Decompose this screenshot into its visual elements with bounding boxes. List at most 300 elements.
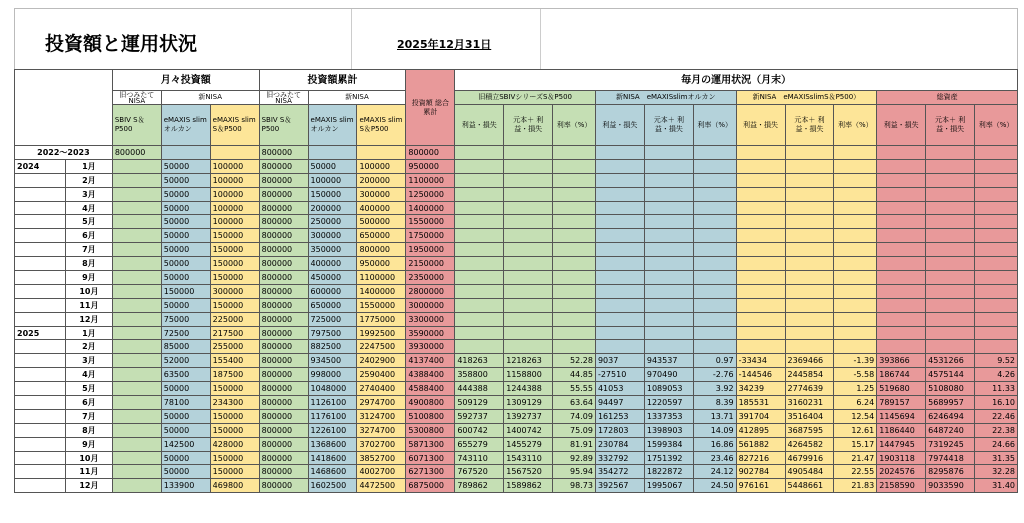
cell-cum-sp500: 300000 xyxy=(357,187,406,201)
cell-status xyxy=(553,271,596,285)
cell-status xyxy=(834,215,877,229)
cell-status xyxy=(736,312,785,326)
cell-total: 1400000 xyxy=(406,201,455,215)
cell-status: 8295876 xyxy=(926,465,975,479)
cell-total: 3590000 xyxy=(406,326,455,340)
cell-status: 600742 xyxy=(455,423,504,437)
cell-status: 3687595 xyxy=(785,423,834,437)
cell-status xyxy=(693,326,736,340)
cell-status: 1822872 xyxy=(644,465,693,479)
table-row xyxy=(15,257,1018,271)
cell-status xyxy=(975,298,1018,312)
header-principal: 元本＋ 利益・損失 xyxy=(644,105,693,146)
cell-status xyxy=(595,243,644,257)
month-cell: 7月 xyxy=(65,409,112,423)
cell-monthly-sp500: 150000 xyxy=(210,465,259,479)
cell-cum-sp500: 1100000 xyxy=(357,271,406,285)
month-cell: 8月 xyxy=(65,257,112,271)
cell-status xyxy=(834,173,877,187)
cell-status xyxy=(553,257,596,271)
cell-status xyxy=(877,284,926,298)
cell-monthly-sp500: 155400 xyxy=(210,354,259,368)
cell-status: 63.64 xyxy=(553,396,596,410)
cell-cum-sp500: 2247500 xyxy=(357,340,406,354)
cell-monthly-sbiv xyxy=(112,340,161,354)
cell-status: 1447945 xyxy=(877,437,926,451)
table-row xyxy=(15,437,1018,451)
cell-status: 4.26 xyxy=(975,368,1018,382)
year-cell xyxy=(15,187,66,201)
cell-status xyxy=(877,215,926,229)
cell-status xyxy=(975,257,1018,271)
cell-status xyxy=(595,284,644,298)
year-cell xyxy=(15,201,66,215)
cell-status xyxy=(877,173,926,187)
cell-status xyxy=(736,298,785,312)
cell-status: 98.73 xyxy=(553,479,596,493)
cell-status: 1337353 xyxy=(644,409,693,423)
cell-monthly-sp500: 150000 xyxy=(210,298,259,312)
cell-status: 1218263 xyxy=(504,354,553,368)
cell-status: 92.89 xyxy=(553,451,596,465)
cell-status: 7319245 xyxy=(926,437,975,451)
cell-monthly-sp500: 100000 xyxy=(210,159,259,173)
cell-status: 1400742 xyxy=(504,423,553,437)
cell-monthly-sp500: 100000 xyxy=(210,173,259,187)
cell-monthly-orcan: 75000 xyxy=(161,312,210,326)
cell-status xyxy=(455,146,504,160)
cell-status xyxy=(877,312,926,326)
cell-status xyxy=(595,173,644,187)
cell-status xyxy=(834,159,877,173)
cell-status: 1903118 xyxy=(877,451,926,465)
cell-status xyxy=(975,229,1018,243)
cell-status xyxy=(504,243,553,257)
header-group-sbiv: 旧積立SBIVシリーズS＆P500 xyxy=(455,91,596,105)
cell-status xyxy=(455,243,504,257)
year-cell xyxy=(15,257,66,271)
cell-monthly-sp500: 100000 xyxy=(210,187,259,201)
cell-status: 14.09 xyxy=(693,423,736,437)
cell-status: 1158800 xyxy=(504,368,553,382)
cell-status xyxy=(926,173,975,187)
cell-status: 1543110 xyxy=(504,451,553,465)
cell-status: 1309129 xyxy=(504,396,553,410)
header-orcan: eMAXIS slim オルカン xyxy=(161,105,210,146)
cell-status: 95.94 xyxy=(553,465,596,479)
divider xyxy=(540,9,541,69)
cell-cum-sbiv: 800000 xyxy=(259,215,308,229)
header-cumulative: 投資額累計 xyxy=(259,70,406,91)
month-cell: 4月 xyxy=(65,368,112,382)
cell-status xyxy=(785,312,834,326)
header-rate: 利率（%） xyxy=(975,105,1018,146)
cell-status xyxy=(595,340,644,354)
cell-status xyxy=(595,229,644,243)
year-cell xyxy=(15,382,66,396)
cell-status xyxy=(785,271,834,285)
cell-status: 902784 xyxy=(736,465,785,479)
cell-monthly-sp500 xyxy=(210,146,259,160)
cell-monthly-orcan: 50000 xyxy=(161,201,210,215)
month-cell: 12月 xyxy=(65,312,112,326)
cell-cum-sp500: 3274700 xyxy=(357,423,406,437)
cell-status xyxy=(644,159,693,173)
cell-cum-orcan: 1368600 xyxy=(308,437,357,451)
header-new-nisa: 新NISA xyxy=(161,91,259,105)
cell-status: 4531266 xyxy=(926,354,975,368)
cell-status xyxy=(785,187,834,201)
header-rate: 利率（%） xyxy=(553,105,596,146)
divider xyxy=(351,9,352,69)
cell-status xyxy=(595,298,644,312)
table-row xyxy=(15,479,1018,493)
cell-monthly-sbiv xyxy=(112,465,161,479)
cell-status: -27510 xyxy=(595,368,644,382)
cell-status xyxy=(693,312,736,326)
header-group-sp500: 新NISA eMAXISslimS＆P500） xyxy=(736,91,877,105)
cell-status: 32.28 xyxy=(975,465,1018,479)
cell-status xyxy=(834,187,877,201)
header-total: 投資額 総合累計 xyxy=(406,70,455,146)
cell-monthly-orcan: 50000 xyxy=(161,409,210,423)
cell-cum-sbiv: 800000 xyxy=(259,354,308,368)
cell-monthly-orcan: 50000 xyxy=(161,271,210,285)
cell-status xyxy=(785,298,834,312)
cell-status xyxy=(644,173,693,187)
cell-status: 172803 xyxy=(595,423,644,437)
cell-status xyxy=(644,312,693,326)
cell-status: 23.46 xyxy=(693,451,736,465)
cell-status xyxy=(553,201,596,215)
cell-cum-sp500: 4472500 xyxy=(357,479,406,493)
cell-status: 827216 xyxy=(736,451,785,465)
cell-status: 789862 xyxy=(455,479,504,493)
cell-status: 12.61 xyxy=(834,423,877,437)
year-cell xyxy=(15,368,66,382)
investment-table xyxy=(14,69,1018,493)
cell-total: 3000000 xyxy=(406,298,455,312)
cell-status: 391704 xyxy=(736,409,785,423)
header-profit: 利益・損失 xyxy=(877,105,926,146)
cell-total: 800000 xyxy=(406,146,455,160)
cell-status xyxy=(736,146,785,160)
cell-status xyxy=(553,159,596,173)
cell-total: 5871300 xyxy=(406,437,455,451)
cell-status xyxy=(926,284,975,298)
month-cell: 9月 xyxy=(65,437,112,451)
cell-monthly-sbiv xyxy=(112,312,161,326)
cell-status: 1186440 xyxy=(877,423,926,437)
year-cell xyxy=(15,284,66,298)
cell-status xyxy=(504,229,553,243)
cell-cum-orcan: 300000 xyxy=(308,229,357,243)
cell-status: 7974418 xyxy=(926,451,975,465)
cell-monthly-sbiv xyxy=(112,368,161,382)
cell-status xyxy=(736,159,785,173)
cell-status xyxy=(736,187,785,201)
cell-status xyxy=(975,173,1018,187)
cell-status: 976161 xyxy=(736,479,785,493)
cell-total: 3930000 xyxy=(406,340,455,354)
month-cell: 4月 xyxy=(65,201,112,215)
cell-status xyxy=(595,146,644,160)
cell-status xyxy=(595,257,644,271)
cell-status xyxy=(553,146,596,160)
cell-status xyxy=(455,257,504,271)
cell-status: 392567 xyxy=(595,479,644,493)
cell-cum-orcan: 1126100 xyxy=(308,396,357,410)
cell-status: 74.09 xyxy=(553,409,596,423)
cell-cum-orcan: 450000 xyxy=(308,271,357,285)
cell-status xyxy=(504,173,553,187)
cell-monthly-orcan: 142500 xyxy=(161,437,210,451)
year-cell xyxy=(15,243,66,257)
cell-cum-sp500: 100000 xyxy=(357,159,406,173)
cell-status: 2369466 xyxy=(785,354,834,368)
table-row xyxy=(15,271,1018,285)
year-cell xyxy=(15,298,66,312)
cell-monthly-orcan: 150000 xyxy=(161,284,210,298)
cell-status xyxy=(595,215,644,229)
cell-monthly-sbiv xyxy=(112,271,161,285)
cell-status xyxy=(834,326,877,340)
cell-status: 9033590 xyxy=(926,479,975,493)
cell-status: 767520 xyxy=(455,465,504,479)
cell-cum-orcan: 50000 xyxy=(308,159,357,173)
cell-status xyxy=(975,201,1018,215)
year-cell: 2022～2023 xyxy=(15,146,113,160)
cell-status xyxy=(455,215,504,229)
cell-status xyxy=(785,146,834,160)
cell-status: 13.71 xyxy=(693,409,736,423)
table-row xyxy=(15,409,1018,423)
cell-total: 1550000 xyxy=(406,215,455,229)
cell-status: 743110 xyxy=(455,451,504,465)
cell-status xyxy=(736,243,785,257)
cell-status: 34239 xyxy=(736,382,785,396)
cell-monthly-orcan: 50000 xyxy=(161,382,210,396)
cell-status xyxy=(504,326,553,340)
cell-cum-orcan: 100000 xyxy=(308,173,357,187)
cell-status xyxy=(926,271,975,285)
cell-cum-sbiv: 800000 xyxy=(259,187,308,201)
month-cell: 3月 xyxy=(65,354,112,368)
cell-monthly-orcan xyxy=(161,146,210,160)
cell-status xyxy=(736,326,785,340)
cell-status xyxy=(595,159,644,173)
table-row xyxy=(15,312,1018,326)
cell-status xyxy=(504,340,553,354)
cell-monthly-sp500: 234300 xyxy=(210,396,259,410)
cell-status xyxy=(455,187,504,201)
cell-status xyxy=(553,284,596,298)
cell-cum-sp500: 4002700 xyxy=(357,465,406,479)
cell-status: 55.55 xyxy=(553,382,596,396)
year-cell xyxy=(15,340,66,354)
cell-status: 3.92 xyxy=(693,382,736,396)
cell-monthly-orcan: 50000 xyxy=(161,187,210,201)
cell-cum-orcan: 150000 xyxy=(308,187,357,201)
cell-monthly-orcan: 50000 xyxy=(161,229,210,243)
cell-cum-sbiv: 800000 xyxy=(259,271,308,285)
cell-status xyxy=(926,229,975,243)
cell-monthly-sbiv xyxy=(112,326,161,340)
cell-status: 5448661 xyxy=(785,479,834,493)
month-cell: 6月 xyxy=(65,229,112,243)
cell-status: 2774639 xyxy=(785,382,834,396)
year-cell xyxy=(15,409,66,423)
table-row xyxy=(15,159,1018,173)
month-cell: 1月 xyxy=(65,159,112,173)
cell-status xyxy=(693,215,736,229)
header-group-total: 総資産 xyxy=(877,91,1018,105)
month-cell: 5月 xyxy=(65,382,112,396)
cell-status xyxy=(553,173,596,187)
cell-status: 412895 xyxy=(736,423,785,437)
cell-monthly-orcan: 85000 xyxy=(161,340,210,354)
cell-total: 1750000 xyxy=(406,229,455,243)
cell-status xyxy=(834,243,877,257)
header-rate: 利率（%） xyxy=(834,105,877,146)
cell-status xyxy=(926,312,975,326)
cell-monthly-orcan: 50000 xyxy=(161,451,210,465)
cell-status: -33434 xyxy=(736,354,785,368)
cell-status xyxy=(785,159,834,173)
cell-status xyxy=(926,159,975,173)
cell-status xyxy=(926,340,975,354)
cell-cum-sbiv: 800000 xyxy=(259,479,308,493)
cell-status: 21.83 xyxy=(834,479,877,493)
cell-status: 970490 xyxy=(644,368,693,382)
cell-monthly-orcan: 52000 xyxy=(161,354,210,368)
cell-cum-sbiv: 800000 xyxy=(259,243,308,257)
cell-status xyxy=(693,257,736,271)
cell-status: -2.76 xyxy=(693,368,736,382)
cell-cum-orcan: 1048000 xyxy=(308,382,357,396)
cell-monthly-sbiv xyxy=(112,298,161,312)
cell-monthly-sbiv xyxy=(112,201,161,215)
cell-status: 1567520 xyxy=(504,465,553,479)
month-cell: 10月 xyxy=(65,284,112,298)
cell-status xyxy=(975,340,1018,354)
cell-status xyxy=(975,146,1018,160)
table-row xyxy=(15,326,1018,340)
month-cell: 6月 xyxy=(65,396,112,410)
cell-monthly-sbiv xyxy=(112,382,161,396)
cell-total: 6271300 xyxy=(406,465,455,479)
cell-monthly-orcan: 50000 xyxy=(161,298,210,312)
cell-status xyxy=(553,243,596,257)
cell-status: 592737 xyxy=(455,409,504,423)
cell-status: 2158590 xyxy=(877,479,926,493)
cell-cum-sbiv: 800000 xyxy=(259,229,308,243)
cell-cum-sp500 xyxy=(357,146,406,160)
cell-status xyxy=(877,326,926,340)
cell-cum-sbiv: 800000 xyxy=(259,465,308,479)
cell-status xyxy=(553,312,596,326)
year-cell xyxy=(15,423,66,437)
cell-status xyxy=(693,284,736,298)
cell-cum-orcan: 1418600 xyxy=(308,451,357,465)
table-row xyxy=(15,173,1018,187)
cell-total: 6071300 xyxy=(406,451,455,465)
cell-total: 5100800 xyxy=(406,409,455,423)
cell-status xyxy=(595,326,644,340)
year-cell xyxy=(15,215,66,229)
header-sp500: eMAXIS slim S＆P500 xyxy=(210,105,259,146)
cell-status xyxy=(834,312,877,326)
cell-status: -5.58 xyxy=(834,368,877,382)
header-orcan-cum: eMAXIS slim オルカン xyxy=(308,105,357,146)
cell-status xyxy=(693,298,736,312)
cell-status: 94497 xyxy=(595,396,644,410)
cell-monthly-sp500: 100000 xyxy=(210,201,259,215)
cell-total: 2350000 xyxy=(406,271,455,285)
cell-status xyxy=(975,159,1018,173)
cell-cum-orcan: 400000 xyxy=(308,257,357,271)
cell-status xyxy=(455,340,504,354)
cell-status xyxy=(693,229,736,243)
cell-status: 9.52 xyxy=(975,354,1018,368)
cell-status xyxy=(926,187,975,201)
cell-status xyxy=(455,312,504,326)
report-date: 2025年12月31日 xyxy=(397,38,492,51)
cell-status: 519680 xyxy=(877,382,926,396)
table-row xyxy=(15,229,1018,243)
cell-status xyxy=(926,146,975,160)
cell-status: 1398903 xyxy=(644,423,693,437)
cell-status xyxy=(455,229,504,243)
cell-monthly-sp500: 150000 xyxy=(210,243,259,257)
cell-monthly-sp500: 255000 xyxy=(210,340,259,354)
cell-monthly-sp500: 150000 xyxy=(210,409,259,423)
cell-total: 950000 xyxy=(406,159,455,173)
cell-cum-sp500: 3702700 xyxy=(357,437,406,451)
cell-status: 230784 xyxy=(595,437,644,451)
header-monthly: 月々投資額 xyxy=(112,70,259,91)
cell-status xyxy=(785,326,834,340)
cell-status xyxy=(693,201,736,215)
cell-status xyxy=(834,271,877,285)
cell-status: 0.97 xyxy=(693,354,736,368)
cell-status xyxy=(553,215,596,229)
cell-status xyxy=(834,229,877,243)
cell-status xyxy=(785,243,834,257)
cell-status: 418263 xyxy=(455,354,504,368)
table-row xyxy=(15,368,1018,382)
cell-status: 393866 xyxy=(877,354,926,368)
cell-status xyxy=(785,215,834,229)
cell-status: 444388 xyxy=(455,382,504,396)
table-row xyxy=(15,340,1018,354)
header-profit: 利益・損失 xyxy=(595,105,644,146)
cell-cum-sbiv: 800000 xyxy=(259,340,308,354)
cell-status: 1244388 xyxy=(504,382,553,396)
cell-monthly-sbiv xyxy=(112,409,161,423)
header-new-nisa-cum: 新NISA xyxy=(308,91,406,105)
cell-status xyxy=(595,201,644,215)
cell-status xyxy=(693,173,736,187)
header-principal: 元本＋ 利益・損失 xyxy=(926,105,975,146)
cell-monthly-sp500: 300000 xyxy=(210,284,259,298)
cell-status xyxy=(455,271,504,285)
cell-monthly-sp500: 187500 xyxy=(210,368,259,382)
header-principal: 元本＋ 利益・損失 xyxy=(504,105,553,146)
cell-status xyxy=(785,201,834,215)
cell-status: 943537 xyxy=(644,354,693,368)
cell-status: 186744 xyxy=(877,368,926,382)
